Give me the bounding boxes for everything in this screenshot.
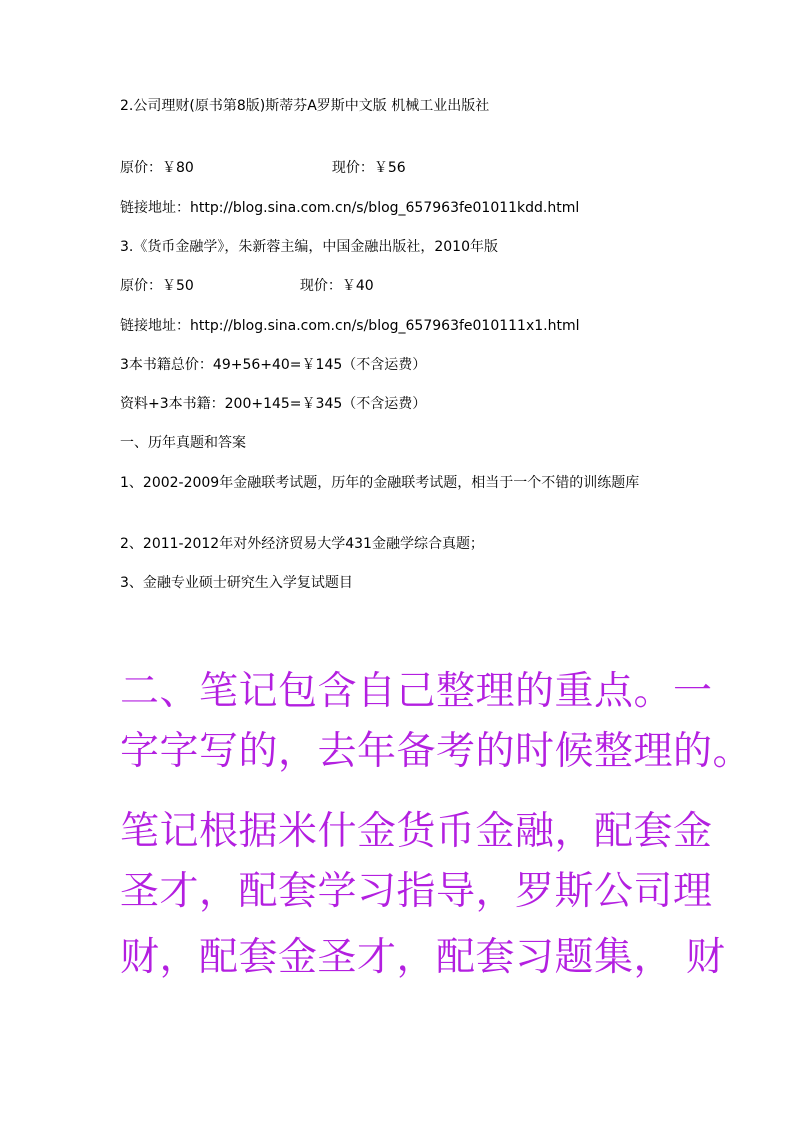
book3-title: 3.《货币金融学》，朱新蓉主编，中国金融出版社，2010年版	[120, 239, 498, 255]
books-total: 3本书籍总价：49+56+40=￥145（不含运费）	[120, 357, 427, 373]
book3-link[interactable]: 链接地址：http://blog.sina.com.cn/s/blog_657963fe010111x1.html	[120, 318, 580, 334]
section2-line-3: 笔记根据米什金货币金融，配套金	[120, 809, 713, 854]
section1-item-1: 1、2002-2009年金融联考试题，历年的金融联考试题，相当于一个不错的训练题库	[120, 475, 640, 491]
book3-current-price: 现价：￥40	[299, 278, 374, 294]
section2-line-2: 字字写的，去年备考的时候整理的。	[120, 729, 753, 774]
section1-item-2: 2、2011-2012年对外经济贸易大学431金融学综合真题；	[120, 536, 484, 552]
book3-price-row	[120, 277, 374, 295]
book2-current-price: 现价：￥56	[331, 160, 406, 176]
book2-link[interactable]: 链接地址：http://blog.sina.com.cn/s/blog_657963fe01011kdd.html	[120, 200, 580, 216]
section2-line-1: 二、笔记包含自己整理的重点。一	[120, 669, 713, 714]
book2-title: 2.公司理财(原书第8版)斯蒂芬A罗斯中文版 机械工业出版社	[120, 98, 490, 114]
book2-price-row	[120, 159, 406, 177]
book2-original-price: 原价：￥80	[120, 160, 194, 176]
section1-heading: 一、历年真题和答案	[120, 435, 246, 451]
book3-original-price: 原价：￥50	[120, 278, 194, 294]
bundle-total: 资料+3本书籍：200+145=￥345（不含运费）	[120, 396, 427, 412]
section2-line-5: 财，配套金圣才，配套习题集， 财	[120, 935, 726, 980]
section2-line-4: 圣才，配套学习指导，罗斯公司理	[120, 869, 713, 914]
section1-item-3: 3、金融专业硕士研究生入学复试题目	[120, 575, 353, 591]
